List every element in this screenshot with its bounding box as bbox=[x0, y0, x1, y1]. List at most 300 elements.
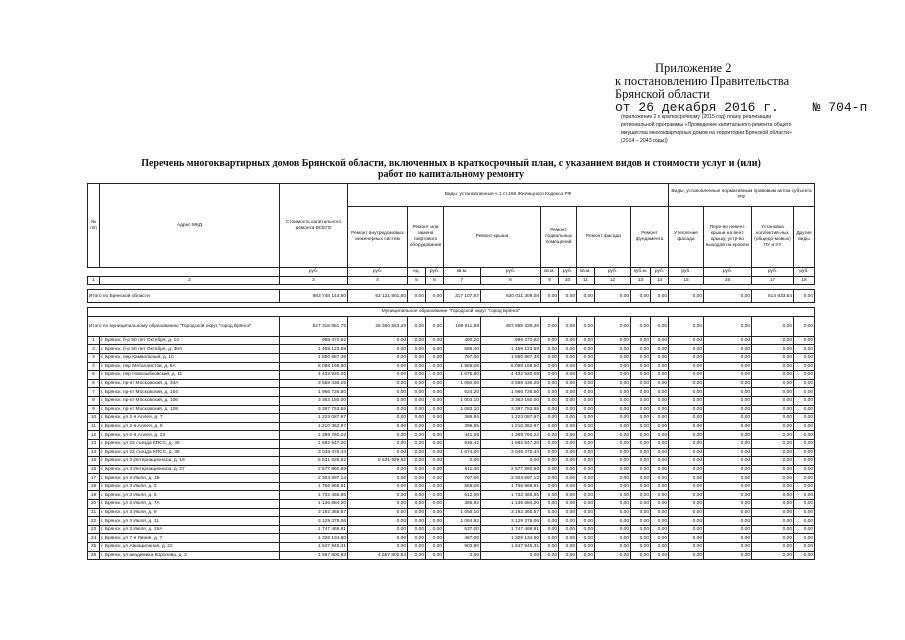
row-value: 0,00 bbox=[444, 457, 481, 466]
row-value: 0,00 bbox=[541, 517, 559, 526]
row-value: 0,00 bbox=[752, 345, 794, 354]
row-value: 0,00 bbox=[541, 543, 559, 552]
row-address: г. Брянск, ул 3 Июля, д. 5 bbox=[100, 491, 280, 500]
row-value: 0,00 bbox=[794, 362, 815, 371]
row-value: 0,00 bbox=[559, 474, 577, 483]
row-value: 1 136 684,20 bbox=[280, 500, 348, 509]
row-value: 0,00 bbox=[669, 388, 704, 397]
row-value: 0,00 bbox=[651, 517, 669, 526]
table-row bbox=[88, 491, 815, 500]
row-value: 0,00 bbox=[559, 362, 577, 371]
row-value: 0,00 bbox=[595, 465, 631, 474]
row-value: 0,00 bbox=[559, 457, 577, 466]
row-value: 0,00 bbox=[408, 448, 426, 457]
total-value: 0,00 bbox=[595, 316, 631, 336]
unit-cell: руб. bbox=[481, 268, 541, 277]
col-address: Адрес МКД bbox=[100, 184, 280, 268]
row-value: 0,00 bbox=[348, 336, 408, 345]
table-row bbox=[88, 379, 815, 388]
row-address: г. Брянск, ул 3 Июля, д. 11 bbox=[100, 517, 280, 526]
unit-cell: руб. bbox=[669, 268, 704, 277]
total-value: 0,00 bbox=[595, 290, 631, 303]
row-address: г. Брянск, ул академика Королева, д. 2 bbox=[100, 551, 280, 560]
col-basement: Ремонт подвальных помещений bbox=[541, 207, 577, 268]
row-value: 0,00 bbox=[559, 543, 577, 552]
row-value: 0,00 bbox=[794, 414, 815, 423]
row-value: 0,00 bbox=[704, 448, 752, 457]
table-row bbox=[88, 388, 815, 397]
row-value: 0,00 bbox=[704, 414, 752, 423]
table-row bbox=[88, 431, 815, 440]
column-number: 16 bbox=[704, 276, 752, 285]
row-value: 0,00 bbox=[577, 517, 595, 526]
row-value: 1 647 945,31 bbox=[481, 543, 541, 552]
row-value: 0,00 bbox=[794, 525, 815, 534]
row-value: 0,00 bbox=[704, 371, 752, 380]
row-value: 0,00 bbox=[426, 448, 444, 457]
row-value: 0,00 bbox=[408, 534, 426, 543]
row-value: 0,00 bbox=[408, 439, 426, 448]
row-address: г. Брянск, ул 3 Июля, д. 9 bbox=[100, 508, 280, 517]
unit-cell: руб. bbox=[348, 268, 408, 277]
row-value: 1 682 547,20 bbox=[481, 439, 541, 448]
row-value: 0,00 bbox=[669, 431, 704, 440]
row-value: 0,00 bbox=[595, 396, 631, 405]
row-value: 0,00 bbox=[577, 414, 595, 423]
row-value: 0,00 bbox=[577, 500, 595, 509]
unit-cell: руб. bbox=[752, 268, 794, 277]
row-value: 0,00 bbox=[408, 491, 426, 500]
row-value: 0,00 bbox=[669, 336, 704, 345]
table-row bbox=[88, 474, 815, 483]
row-value: 0,00 bbox=[577, 465, 595, 474]
row-value: 0,00 bbox=[577, 457, 595, 466]
row-value: 0,00 bbox=[595, 491, 631, 500]
row-value: 0,00 bbox=[794, 379, 815, 388]
row-value: 0,00 bbox=[794, 431, 815, 440]
row-value: 0,00 bbox=[559, 551, 577, 560]
unit-cell: кв.м. bbox=[541, 268, 559, 277]
unit-cell: кв.м. bbox=[444, 268, 481, 277]
row-value: 0,00 bbox=[794, 474, 815, 483]
row-value: 1 682 547,20 bbox=[280, 439, 348, 448]
row-value: 0,00 bbox=[408, 371, 426, 380]
row-value: 0,00 bbox=[752, 482, 794, 491]
row-value: 0,00 bbox=[651, 474, 669, 483]
row-value: 0,00 bbox=[704, 362, 752, 371]
row-value: 4 567 800,63 bbox=[348, 551, 408, 560]
row-value: 0,00 bbox=[794, 422, 815, 431]
row-value: 0,00 bbox=[669, 508, 704, 517]
total-value: 63 121 901,80 bbox=[348, 290, 408, 303]
table-row bbox=[88, 482, 815, 491]
row-value: 0,00 bbox=[577, 448, 595, 457]
row-value: 1 210 362,97 bbox=[280, 422, 348, 431]
row-value: 0,00 bbox=[408, 465, 426, 474]
row-value: 6 098 168,50 bbox=[280, 362, 348, 371]
column-number: 15 bbox=[669, 276, 704, 285]
row-value: 0,00 bbox=[577, 388, 595, 397]
row-value: 3 397 753,55 bbox=[481, 405, 541, 414]
row-value: 0,00 bbox=[408, 517, 426, 526]
total-value: 0,00 bbox=[704, 290, 752, 303]
total-value: 0,00 bbox=[559, 316, 577, 336]
total-value: 0,00 bbox=[577, 316, 595, 336]
row-value: 0,00 bbox=[651, 405, 669, 414]
row-value: 0,00 bbox=[595, 405, 631, 414]
row-value: 0,00 bbox=[651, 362, 669, 371]
row-value: 0,00 bbox=[651, 482, 669, 491]
row-value: 0,00 bbox=[426, 534, 444, 543]
row-value: 1 459 123,59 bbox=[481, 345, 541, 354]
row-value: 4 432 920,05 bbox=[481, 371, 541, 380]
column-number: 13 bbox=[631, 276, 651, 285]
row-value: 0,00 bbox=[704, 396, 752, 405]
row-value: 0,00 bbox=[752, 543, 794, 552]
row-value: 0,00 bbox=[408, 525, 426, 534]
houses-list bbox=[88, 336, 815, 559]
row-number: 8 bbox=[88, 396, 100, 405]
row-value: 0,00 bbox=[669, 396, 704, 405]
row-value: 0,00 bbox=[577, 396, 595, 405]
document-title bbox=[90, 158, 812, 180]
row-value: 0,00 bbox=[651, 525, 669, 534]
row-value: 1 326 134,60 bbox=[481, 534, 541, 543]
row-value: 0,00 bbox=[541, 371, 559, 380]
row-value: 0,00 bbox=[559, 517, 577, 526]
row-value: 0,00 bbox=[631, 551, 651, 560]
row-value: 0,00 bbox=[481, 457, 541, 466]
total-label: Итого по муниципальному образованию "Городской округ "город Брянск" bbox=[88, 316, 280, 336]
row-value: 0,00 bbox=[426, 362, 444, 371]
total-value: 317 107,87 bbox=[444, 290, 481, 303]
row-value: 0,00 bbox=[348, 388, 408, 397]
row-value: 0,00 bbox=[704, 517, 752, 526]
row-value: 0,00 bbox=[426, 336, 444, 345]
row-value: 0,00 bbox=[794, 405, 815, 414]
row-value: 0,00 bbox=[631, 388, 651, 397]
row-value: 0,00 bbox=[631, 414, 651, 423]
row-value: 0,00 bbox=[752, 500, 794, 509]
row-value: 396,65 bbox=[444, 422, 481, 431]
column-number: 9 bbox=[541, 276, 559, 285]
row-number: 16 bbox=[88, 465, 100, 474]
total-value: 487 958 328,46 bbox=[481, 316, 541, 336]
row-value: 3 192 365,57 bbox=[280, 508, 348, 517]
municipality-name: Муниципальное образование "Городской округ "город Брянск" bbox=[88, 308, 815, 317]
row-value: 0,00 bbox=[651, 388, 669, 397]
row-value: 0,00 bbox=[651, 543, 669, 552]
row-value: 0,00 bbox=[752, 414, 794, 423]
row-value: 0,00 bbox=[348, 500, 408, 509]
row-value: 1 850 887,38 bbox=[280, 353, 348, 362]
row-value: 1 064,92 bbox=[444, 517, 481, 526]
row-value: 3 192 365,57 bbox=[481, 508, 541, 517]
row-value: 0,00 bbox=[541, 448, 559, 457]
row-value: 1 732 466,85 bbox=[481, 491, 541, 500]
row-value: 0,00 bbox=[559, 439, 577, 448]
row-value: 0,00 bbox=[704, 422, 752, 431]
row-value: 0,00 bbox=[348, 508, 408, 517]
row-number: 5 bbox=[88, 371, 100, 380]
row-value: 0,00 bbox=[426, 396, 444, 405]
row-number: 22 bbox=[88, 517, 100, 526]
row-value: 0,00 bbox=[577, 353, 595, 362]
row-value: 0,00 bbox=[559, 500, 577, 509]
total-value: 0,00 bbox=[408, 316, 426, 336]
row-number: 4 bbox=[88, 362, 100, 371]
row-value: 0,00 bbox=[704, 508, 752, 517]
row-value: 0,00 bbox=[348, 431, 408, 440]
unit-cell: кв.м. bbox=[577, 268, 595, 277]
unit-cell: руб. bbox=[595, 268, 631, 277]
row-value: 0,00 bbox=[348, 371, 408, 380]
row-address: г. Брянск, ул 22 съезда КПСС, д. 39 bbox=[100, 448, 280, 457]
col-elevator: Ремонт или замена лифтового оборудования bbox=[408, 207, 444, 268]
total-value: 0,00 bbox=[541, 316, 559, 336]
row-address: г. Брянск, ул 22 съезда КПСС, д. 35 bbox=[100, 439, 280, 448]
row-value: 0,00 bbox=[651, 491, 669, 500]
row-value: 0,00 bbox=[794, 336, 815, 345]
total-value: 0,00 bbox=[651, 316, 669, 336]
row-value: 1 675,60 bbox=[444, 371, 481, 380]
row-value: 0,00 bbox=[426, 405, 444, 414]
row-value: 0,00 bbox=[577, 482, 595, 491]
row-value: 0,00 bbox=[426, 353, 444, 362]
row-value: 0,00 bbox=[541, 414, 559, 423]
row-value: 0,00 bbox=[669, 405, 704, 414]
total-value: 0,00 bbox=[408, 290, 426, 303]
row-value: 612,00 bbox=[444, 491, 481, 500]
row-value: 0,00 bbox=[541, 525, 559, 534]
row-value: 0,00 bbox=[631, 422, 651, 431]
row-value: 0,00 bbox=[541, 465, 559, 474]
row-value: 0,00 bbox=[577, 525, 595, 534]
row-value: 0,00 bbox=[426, 474, 444, 483]
row-value: 0,00 bbox=[426, 371, 444, 380]
row-value: 0,00 bbox=[631, 491, 651, 500]
table-row bbox=[88, 517, 815, 526]
row-value: 0,00 bbox=[541, 491, 559, 500]
row-value: 0,00 bbox=[651, 551, 669, 560]
row-value: 0,00 bbox=[426, 379, 444, 388]
row-value: 1 389 760,22 bbox=[481, 431, 541, 440]
row-value: 0,00 bbox=[595, 336, 631, 345]
row-value: 0,00 bbox=[541, 422, 559, 431]
row-value: 0,00 bbox=[631, 448, 651, 457]
row-value: 0,00 bbox=[408, 543, 426, 552]
row-value: 0,00 bbox=[408, 353, 426, 362]
decree-number: № 704-п bbox=[812, 100, 868, 115]
row-value: 0,00 bbox=[752, 525, 794, 534]
row-value: 0,00 bbox=[794, 457, 815, 466]
row-value: 0,00 bbox=[752, 474, 794, 483]
row-value: 624,20 bbox=[444, 388, 481, 397]
row-value: 0,00 bbox=[348, 422, 408, 431]
row-value: 0,00 bbox=[541, 362, 559, 371]
row-value: 3 363 150,00 bbox=[280, 396, 348, 405]
row-value: 0,00 bbox=[348, 465, 408, 474]
row-address: г. Брянск, ул 2-я Аллея, д. 9 bbox=[100, 422, 280, 431]
row-value: 1 055,10 bbox=[444, 508, 481, 517]
row-value: 0,00 bbox=[631, 362, 651, 371]
row-value: 0,00 bbox=[651, 431, 669, 440]
total-value: 26 360 553,29 bbox=[348, 316, 408, 336]
row-value: 0,00 bbox=[426, 345, 444, 354]
row-value: 0,00 bbox=[426, 525, 444, 534]
unit-cell: руб. bbox=[280, 268, 348, 277]
row-value: 0,00 bbox=[752, 362, 794, 371]
row-value: 0,00 bbox=[408, 362, 426, 371]
row-value: 0,00 bbox=[408, 388, 426, 397]
row-value: 0,00 bbox=[669, 439, 704, 448]
row-value: 0,00 bbox=[426, 551, 444, 560]
units-row bbox=[88, 268, 815, 277]
table-row bbox=[88, 448, 815, 457]
row-value: 0,00 bbox=[426, 439, 444, 448]
row-address: г. Брянск, пер Камвольный, д. 10 bbox=[100, 353, 280, 362]
row-value: 0,00 bbox=[752, 396, 794, 405]
row-value: 0,00 bbox=[426, 422, 444, 431]
total-value: 527 318 881,75 bbox=[280, 316, 348, 336]
row-address: г. Брянск, ул 3 Июля, д. 19А bbox=[100, 525, 280, 534]
row-value: 0,00 bbox=[577, 491, 595, 500]
row-value: 1 959,00 bbox=[444, 362, 481, 371]
row-value: 0,00 bbox=[348, 517, 408, 526]
row-value: 0,00 bbox=[595, 457, 631, 466]
row-value: 0,00 bbox=[559, 336, 577, 345]
total-value: 189 811,58 bbox=[444, 316, 481, 336]
row-value: 936,42 bbox=[444, 439, 481, 448]
table-row bbox=[88, 405, 815, 414]
row-value: 0,00 bbox=[669, 465, 704, 474]
row-address: г. Брянск, ул 3 Июля, д. 1Б bbox=[100, 474, 280, 483]
row-value: 0,00 bbox=[348, 448, 408, 457]
row-value: 0,00 bbox=[426, 491, 444, 500]
row-value: 3 568 436,25 bbox=[280, 379, 348, 388]
row-value: 0,00 bbox=[595, 362, 631, 371]
row-value: 0,00 bbox=[752, 371, 794, 380]
row-value: 5 531 929,82 bbox=[280, 457, 348, 466]
row-value: 0,00 bbox=[541, 388, 559, 397]
title-line2: работ по капитальному ремонту bbox=[377, 169, 525, 180]
col-total: Стоимость капитального ремонта ВСЕГО bbox=[280, 184, 348, 268]
row-value: 0,00 bbox=[348, 534, 408, 543]
row-value: 0,00 bbox=[631, 517, 651, 526]
row-value: 0,00 bbox=[408, 379, 426, 388]
row-value: 1 966 726,50 bbox=[280, 388, 348, 397]
total-value: 893 748 144,50 bbox=[280, 290, 348, 303]
row-value: 0,00 bbox=[348, 525, 408, 534]
row-value: 0,00 bbox=[704, 534, 752, 543]
row-value: 0,00 bbox=[559, 525, 577, 534]
row-address: г. Брянск, ул Авиационная, д. 22 bbox=[100, 543, 280, 552]
row-value: 0,00 bbox=[794, 439, 815, 448]
row-value: 0,00 bbox=[794, 396, 815, 405]
row-value: 0,00 bbox=[595, 379, 631, 388]
row-address: г. Брянск, пр-кт Московский, д. 106 bbox=[100, 396, 280, 405]
unit-cell: руб. bbox=[559, 268, 577, 277]
row-value: 0,00 bbox=[595, 439, 631, 448]
row-value: 0,00 bbox=[752, 353, 794, 362]
row-value: 0,00 bbox=[794, 465, 815, 474]
row-value: 0,00 bbox=[559, 482, 577, 491]
row-value: 1 747 469,81 bbox=[481, 525, 541, 534]
appendix-line2: к постановлению Правительства bbox=[615, 74, 790, 88]
row-value: 0,00 bbox=[577, 336, 595, 345]
row-value: 0,00 bbox=[559, 491, 577, 500]
row-value: 1 210 362,97 bbox=[481, 422, 541, 431]
total-value: 0,00 bbox=[631, 316, 651, 336]
row-value: 0,00 bbox=[408, 405, 426, 414]
row-value: 586,40 bbox=[444, 345, 481, 354]
row-value: 1 966 726,50 bbox=[481, 388, 541, 397]
row-number: 11 bbox=[88, 422, 100, 431]
row-value: 2 577 860,89 bbox=[481, 465, 541, 474]
total-value: 0,00 bbox=[651, 290, 669, 303]
appendix-note bbox=[621, 113, 891, 145]
column-number: 11 bbox=[577, 276, 595, 285]
row-value: 0,00 bbox=[794, 371, 815, 380]
row-value: 0,00 bbox=[577, 543, 595, 552]
row-value: 0,00 bbox=[669, 551, 704, 560]
row-value: 0,00 bbox=[408, 551, 426, 560]
row-value: 0,00 bbox=[752, 508, 794, 517]
table-row bbox=[88, 543, 815, 552]
row-value: 811,30 bbox=[444, 465, 481, 474]
row-value: 0,00 bbox=[577, 551, 595, 560]
row-value: 0,00 bbox=[631, 345, 651, 354]
row-value: 0,00 bbox=[595, 431, 631, 440]
row-value: 0,00 bbox=[559, 534, 577, 543]
row-value: 0,00 bbox=[595, 534, 631, 543]
row-value: 0,00 bbox=[559, 345, 577, 354]
total-value: 0,00 bbox=[631, 290, 651, 303]
total-value: 0,00 bbox=[426, 316, 444, 336]
row-value: 0,00 bbox=[669, 345, 704, 354]
table-row bbox=[88, 500, 815, 509]
row-address: г. Брянск, б-р 50 лет Октября, д. 14 bbox=[100, 336, 280, 345]
title-line1: Перечень многоквартирных домов Брянской области, включенных в краткосрочный план, с указанием видов и стоимости услуг и (или) bbox=[141, 158, 761, 169]
row-value: 0,00 bbox=[704, 474, 752, 483]
row-value: 0,00 bbox=[752, 534, 794, 543]
row-value: 0,00 bbox=[752, 517, 794, 526]
row-value: 0,00 bbox=[541, 405, 559, 414]
row-value: 1 223 087,97 bbox=[280, 414, 348, 423]
row-value: 3 048 376,44 bbox=[280, 448, 348, 457]
row-value: 0,00 bbox=[595, 353, 631, 362]
row-value: 0,00 bbox=[595, 422, 631, 431]
row-value: 0,00 bbox=[348, 396, 408, 405]
date-prefix: от bbox=[615, 100, 631, 115]
row-value: 0,00 bbox=[752, 336, 794, 345]
row-value: 0,00 bbox=[669, 422, 704, 431]
row-value: 0,00 bbox=[408, 508, 426, 517]
row-value: 0,00 bbox=[577, 405, 595, 414]
row-value: 2 303 697,13 bbox=[481, 474, 541, 483]
row-value: 0,00 bbox=[752, 491, 794, 500]
row-value: 0,00 bbox=[595, 482, 631, 491]
row-value: 3 129 378,06 bbox=[280, 517, 348, 526]
note-line2: региональной программы «Проведение капитального ремонта общего bbox=[621, 122, 792, 128]
row-number: 23 bbox=[88, 525, 100, 534]
row-number: 6 bbox=[88, 379, 100, 388]
row-value: 1 326 134,60 bbox=[280, 534, 348, 543]
row-value: 0,00 bbox=[651, 379, 669, 388]
row-value: 0,00 bbox=[704, 439, 752, 448]
table-row bbox=[88, 353, 815, 362]
row-value: 0,00 bbox=[559, 379, 577, 388]
